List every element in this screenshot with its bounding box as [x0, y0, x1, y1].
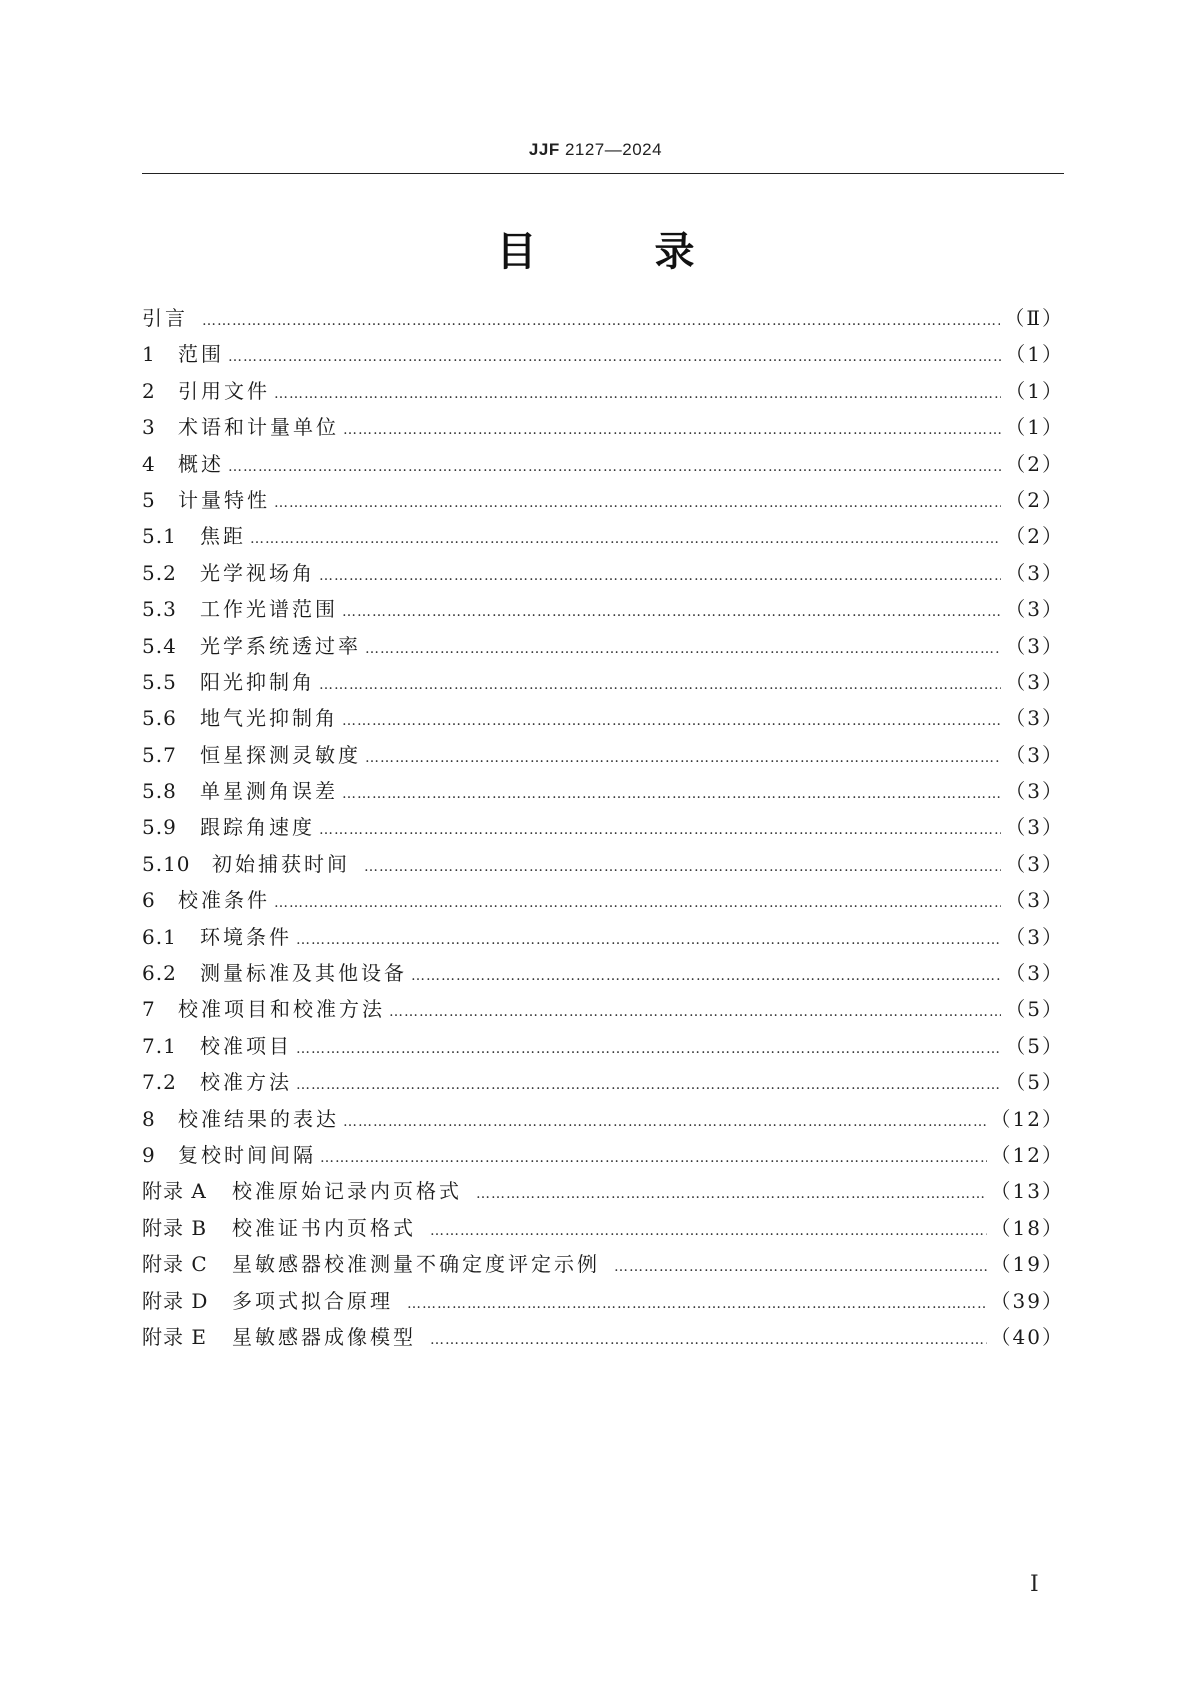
- toc-entry-label: 阳光抑制角: [200, 669, 315, 694]
- toc-entry[interactable]: [142, 1175, 1064, 1211]
- toc-leader-dots: [296, 925, 1001, 949]
- toc-leader-dots: [389, 997, 1001, 1021]
- toc-leader-dots: [614, 1252, 987, 1276]
- toc-entry[interactable]: [142, 1321, 1064, 1357]
- toc-entry-page: （5）: [1005, 1033, 1064, 1058]
- toc-leader-dots: [319, 815, 1001, 839]
- toc-leader-dots: [342, 779, 1001, 803]
- toc-entry-number: 9: [142, 1142, 156, 1167]
- toc-entry-page: （2）: [1005, 451, 1064, 476]
- toc-entry-label: 跟踪角速度: [200, 815, 315, 840]
- toc-entry-page: （1）: [1005, 415, 1064, 440]
- toc-entry-page: （19）: [990, 1252, 1064, 1277]
- toc-entry-number: 6.2: [142, 961, 177, 986]
- toc-entry-label: 范围: [178, 342, 224, 367]
- toc-leader-dots: [411, 961, 1001, 985]
- toc-leader-dots: [365, 743, 1001, 767]
- toc-entry-label: 恒星探测灵敏度: [200, 742, 361, 767]
- document-code-number: 2127—2024: [564, 140, 663, 159]
- toc-entry-label: 校准原始记录内页格式: [232, 1179, 462, 1204]
- document-code: [0, 140, 1191, 160]
- toc-entry-label: 光学视场角: [200, 560, 315, 585]
- toc-entry[interactable]: [142, 811, 1064, 847]
- toc-entry-label: 校准条件: [178, 888, 270, 913]
- toc-entry-number: 5.4: [142, 633, 177, 658]
- toc-entry-label: 校准结果的表达: [178, 1106, 339, 1131]
- toc-entry-page: （3）: [1005, 851, 1064, 876]
- toc-entry[interactable]: [142, 1030, 1064, 1066]
- toc-entry-number: 7: [142, 997, 156, 1022]
- toc-entry-label: 单星测角误差: [200, 779, 338, 804]
- toc-entry-number: 8: [142, 1106, 156, 1131]
- toc-entry[interactable]: [142, 448, 1064, 484]
- toc-entry-number: 3: [142, 415, 156, 440]
- toc-entry[interactable]: [142, 775, 1064, 811]
- toc-entry-number: 5.5: [142, 669, 177, 694]
- toc-leader-dots: [407, 1289, 987, 1313]
- toc-leader-dots: [342, 597, 1001, 621]
- toc-leader-dots: [319, 670, 1001, 694]
- toc-entry-number: 5.3: [142, 597, 177, 622]
- page-number: Ⅰ: [1030, 1572, 1039, 1597]
- toc-leader-dots: [343, 415, 1001, 439]
- toc-entry-page: （3）: [1005, 706, 1064, 731]
- toc-entry-page: （13）: [990, 1179, 1064, 1204]
- toc-entry-number: 5.6: [142, 706, 177, 731]
- toc-entry[interactable]: [142, 338, 1064, 374]
- toc-entry-label: 环境条件: [200, 924, 292, 949]
- toc-entry-page: （3）: [1005, 815, 1064, 840]
- toc-entry-number: 4: [142, 451, 156, 476]
- toc-entry-page: （18）: [990, 1215, 1064, 1240]
- toc-entry-number: 7.1: [142, 1033, 177, 1058]
- toc-entry-label: 多项式拟合原理: [232, 1288, 393, 1313]
- toc-leader-dots: [274, 379, 1001, 403]
- toc-entry-page: （3）: [1005, 560, 1064, 585]
- toc-entry-label: 引言: [142, 306, 188, 330]
- toc-entry-page: （1）: [1005, 378, 1064, 403]
- toc-entry-label: 地气光抑制角: [200, 706, 338, 731]
- toc-entry[interactable]: [142, 1212, 1064, 1248]
- toc-entry[interactable]: [142, 1285, 1064, 1321]
- toc-entry-page: （12）: [990, 1106, 1064, 1131]
- page-title-char-2: 录: [654, 229, 695, 275]
- toc-leader-dots: [430, 1325, 987, 1349]
- toc-leader-dots: [342, 706, 1001, 730]
- toc-entry[interactable]: [142, 848, 1064, 884]
- toc-leader-dots: [365, 634, 1001, 658]
- toc-entry-page: （3）: [1005, 961, 1064, 986]
- toc-leader-dots: [296, 1034, 1001, 1058]
- toc-leader-dots: [250, 524, 1001, 548]
- toc-leader-dots: [430, 1216, 987, 1240]
- toc-leader-dots: [296, 1070, 1001, 1094]
- toc-entry-label: 校准项目: [200, 1033, 292, 1058]
- toc-entry-label: 星敏感器校准测量不确定度评定示例: [232, 1252, 600, 1277]
- header-divider: [142, 173, 1064, 174]
- toc-entry-number: 附录 E: [142, 1324, 207, 1349]
- toc-entry[interactable]: [142, 1248, 1064, 1284]
- toc-entry-page: （1）: [1005, 342, 1064, 367]
- toc-entry[interactable]: [142, 375, 1064, 411]
- toc-entry[interactable]: [142, 921, 1064, 957]
- toc-leader-dots: [274, 488, 1001, 512]
- toc-leader-dots: [364, 852, 1001, 876]
- toc-entry[interactable]: [142, 884, 1064, 920]
- toc-entry-page: （39）: [990, 1288, 1064, 1313]
- toc-entry-number: 5.1: [142, 524, 177, 549]
- toc-entry[interactable]: [142, 1103, 1064, 1139]
- toc-entry[interactable]: [142, 1139, 1064, 1175]
- toc-leader-dots: [202, 306, 1000, 330]
- toc-entry-number: 5.7: [142, 742, 177, 767]
- toc-entry-number: 附录 C: [142, 1252, 208, 1277]
- toc-entry-number: 附录 D: [142, 1288, 209, 1313]
- toc-entry-label: 引用文件: [178, 378, 270, 403]
- toc-entry-number: 5.9: [142, 815, 177, 840]
- document-code-prefix: JJF: [528, 140, 560, 159]
- toc-entry-label: 初始捕获时间: [212, 851, 350, 876]
- toc-entry-page: （2）: [1005, 524, 1064, 549]
- toc-leader-dots: [274, 888, 1001, 912]
- toc-entry-label: 复校时间间隔: [178, 1142, 316, 1167]
- toc-entry-page: （5）: [1005, 997, 1064, 1022]
- toc-entry-page: （5）: [1005, 1070, 1064, 1095]
- toc-entry-page: （40）: [990, 1324, 1064, 1349]
- toc-entry[interactable]: [142, 593, 1064, 629]
- toc-entry[interactable]: [142, 993, 1064, 1029]
- toc-entry-number: 2: [142, 378, 156, 403]
- toc-entry[interactable]: [142, 484, 1064, 520]
- page-title: [0, 220, 1191, 277]
- toc-entry-page: （3）: [1005, 742, 1064, 767]
- page-title-char-1: 目: [496, 229, 537, 275]
- toc-entry-number: 5.2: [142, 560, 177, 585]
- toc-entry-number: 5.8: [142, 779, 177, 804]
- toc-entry[interactable]: [142, 630, 1064, 666]
- toc-entry-number: 5: [142, 487, 156, 512]
- toc-entry-label: 校准方法: [200, 1070, 292, 1095]
- toc-entry[interactable]: [142, 702, 1064, 738]
- toc-leader-dots: [343, 1107, 987, 1131]
- toc-entry-label: 校准项目和校准方法: [178, 997, 385, 1022]
- toc-leader-dots: [320, 1143, 987, 1167]
- toc-entry-page: （3）: [1005, 888, 1064, 913]
- toc-entry-label: 术语和计量单位: [178, 415, 339, 440]
- toc-entry[interactable]: [142, 520, 1064, 556]
- table-of-contents: [142, 302, 1064, 1357]
- toc-entry-label: 工作光谱范围: [200, 597, 338, 622]
- toc-entry-label: 焦距: [200, 524, 246, 549]
- toc-leader-dots: [319, 561, 1001, 585]
- toc-entry[interactable]: [142, 666, 1064, 702]
- toc-entry-label: 计量特性: [178, 487, 270, 512]
- toc-leader-dots: [476, 1179, 987, 1203]
- toc-entry-label: 校准证书内页格式: [232, 1215, 416, 1240]
- toc-leader-dots: [228, 452, 1001, 476]
- toc-entry[interactable]: [142, 411, 1064, 447]
- toc-entry-page: （Ⅱ）: [1004, 306, 1064, 330]
- toc-entry-page: （3）: [1005, 779, 1064, 804]
- toc-entry-page: （12）: [990, 1142, 1064, 1167]
- toc-entry-page: （2）: [1005, 487, 1064, 512]
- toc-entry-page: （3）: [1005, 669, 1064, 694]
- toc-entry-number: 1: [142, 342, 156, 367]
- toc-entry-number: 6: [142, 888, 156, 913]
- toc-entry[interactable]: [142, 557, 1064, 593]
- toc-entry-page: （3）: [1005, 924, 1064, 949]
- toc-entry[interactable]: [142, 1066, 1064, 1102]
- toc-entry-label: 光学系统透过率: [200, 633, 361, 658]
- toc-entry-label: 概述: [178, 451, 224, 476]
- toc-leader-dots: [228, 342, 1001, 366]
- toc-entry-number: 附录 A: [142, 1179, 207, 1204]
- toc-entry-number: 7.2: [142, 1070, 177, 1095]
- toc-entry[interactable]: [142, 739, 1064, 775]
- toc-entry-number: 6.1: [142, 924, 177, 949]
- toc-entry-label: 测量标准及其他设备: [200, 961, 407, 986]
- toc-entry[interactable]: [142, 957, 1064, 993]
- toc-entry-page: （3）: [1005, 633, 1064, 658]
- toc-entry-number: 5.10: [142, 851, 191, 876]
- toc-entry-label: 星敏感器成像模型: [232, 1324, 416, 1349]
- toc-entry-page: （3）: [1005, 597, 1064, 622]
- toc-entry-number: 附录 B: [142, 1215, 208, 1240]
- toc-entry[interactable]: [142, 302, 1064, 338]
